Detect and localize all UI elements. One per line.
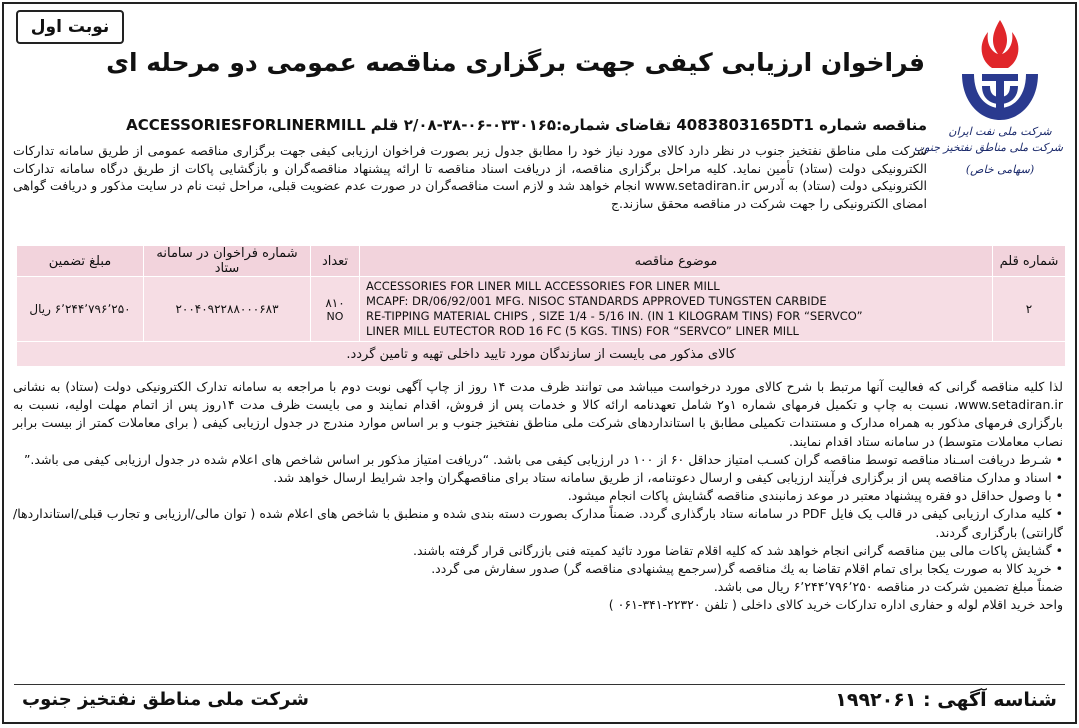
- subject-line: RE-TIPPING MATERIAL CHIPS , SIZE 1/4 - 5/16 IN. (IN 1 KILOGRAM TINS) FOR “SERVCO”: [366, 309, 863, 323]
- qty-unit: NO: [326, 309, 344, 323]
- guarantee-line: ضمناً مبلغ تضمین شرکت در مناقصه ۶٬۲۴۴٬۷۹۶٬۲۵۰ ریال می باشد.: [713, 579, 1063, 595]
- bullet-item: • اسناد و مدارک مناقصه پس از برگزاری فرآیند ارزیابی کیفی و ارسال دعوتنامه، از طریق سامانه ستاد برای مناقصهگران واجد شرایط ارسال خواهد شد.: [273, 470, 1063, 486]
- bullet-item: • گشایش پاکات مالی بین مناقصه گرانی انجام خواهد شد که کلیه اقلام تقاضا مورد تائید کمیته فنی بازرگانی قرار گرفته باشند.: [413, 542, 1063, 558]
- footer-bar: [14, 684, 1065, 719]
- body-text: [13, 378, 1063, 615]
- round-badge: نوبت اول: [16, 10, 124, 44]
- intro-paragraph: شرکت ملی مناطق نفتخیز جنوب در نظر دارد کالای مورد نیاز خود را مطابق جدول زیر بصورت فراخوان ارزیابی کیفی جهت برگزاری مناقصه عمومی از طریق سامانه تدارکات الکترونیکی دولت (ستاد) تأمین نماید. کلیه مراحل برگزاری مناقصه، از دریافت اسناد مناقصه تا ارائه پیشنهاد مناقصه‌گران و بازگشایی پاکات از طریق درگاه سامانه تدارکات الکترونیکی دولت (ستاد) به آدرس www.setadiran.ir انجام خواهد شد و لازم است مناقصه‌گران در صورت عدم عضویت قبلی، مراحل ثبت نام در سایت مذکور و دریافت گواهی امضای الکترونیکی را جهت شرکت در مناقصه محقق سازند.ج: [13, 143, 927, 211]
- table-header-row: [17, 246, 1066, 277]
- subject-line: ACCESSORIES FOR LINER MILL ACCESSORIES FOR LINER MILL: [366, 279, 720, 293]
- bullet-item: • شـرط دریافت اسـناد مناقصه توسط مناقصه گران کسـب امتیاز حداقل ۶۰ از ۱۰۰ در ارزیابی کیفی می باشد. “دریافت امتیاز مذکور بر اساس شاخص های اعلام شده در جدول ارزیابی کیفی می باشد.”: [23, 451, 1063, 467]
- footer-company: شرکت ملی مناطق نفتخیز جنوب: [22, 689, 309, 710]
- item-call-number: ۲۰۰۴۰۹۲۲۸۸۰۰۰۶۸۳: [144, 277, 311, 342]
- logo-line-3: (سهامی خاص): [965, 163, 1035, 176]
- subject-line: MCAPF: DR/06/92/001 MFG. NISOC STANDARDS APPROVED TUNGSTEN CARBIDE: [366, 294, 827, 308]
- logo-line-2: شرکت ملی مناطق نفتخیز جنوب: [913, 141, 1063, 154]
- advertisement-page: [2, 2, 1077, 724]
- flame-emblem-icon: [952, 18, 1048, 124]
- qty-value: ۸۱۰: [325, 295, 345, 310]
- table-note-row: [17, 342, 1066, 367]
- bullet-item: • خرید کالا به صورت یکجا برای تمام اقلام تقاضا به یك مناقصه گر(سرجمع پیشنهادی مناقصه گر) صدور سفارش می گردد.: [431, 561, 1063, 577]
- bullet-item: • کلیه مدارک ارزیابی کیفی در قالب یک فایل PDF در سامانه ستاد بارگذاری گردد. ضمناً مدارک بصورت دسته بندی شده و منطبق با شاخص های اعلام شده ( توان مالی/ارزیابی و تجارب قبلی/استانداردها/گارانتی) بارگزاری گردند.: [13, 506, 1063, 540]
- ad-id: شناسه آگهی : ۱۹۹۲۰۶۱: [835, 689, 1057, 711]
- page-title: فراخوان ارزیابی کیفی جهت برگزاری مناقصه عمومی دو مرحله ای: [106, 48, 925, 77]
- tender-number-line: مناقصه شماره 4083803165DT1 تقاضای شماره:۰۳۳۰۱۶۵-۰۶-۳۸-۲/۰۸ قلم ACCESSORIESFORLINERMILL: [126, 116, 927, 134]
- table-note: کالای مذکور می بایست از سازندگان مورد تایید داخلی تهیه و تامین گردد.: [17, 342, 1066, 367]
- company-logo: [913, 18, 1063, 218]
- item-qty: [311, 277, 360, 342]
- contact-line: واحد خرید اقلام لوله و حفاری اداره تدارکات خرید کالای داخلی ( تلفن ۲۲۳۲۰-۳۴۱-۰۶۱ ): [608, 597, 1063, 613]
- header-qty: تعداد: [311, 246, 360, 277]
- logo-line-1: شرکت ملی نفت ایران: [948, 125, 1052, 138]
- body-paragraph: لذا کلیه مناقصه گرانی که فعالیت آنها مرتبط با شرح کالای مورد درخواست میباشد می توانند ظرف مدت ۱۴ روز از چاپ آگهی نوبت دوم با مراجعه به سامانه تدارک الکترونیکی دولت (ستاد) به نشانی www.setadiran.ir، نسبت به چاپ و تکمیل فرمهای شماره ۱و۲ شامل تعهدنامه ارائه کالا و خدمات پس از فروش، اقدام نمایند و می بایست ظرف مدت ۱۴روز پس از اتمام مهلت اولیه، نسبت به بارگزاری فرمهای مذکور به همراه مدارک و مستندات تکمیلی مطابق با استانداردهای شرکت ملی مناطق نفتخیز جنوب و بر اساس موارد مندرج در جدول ارزیابی کیفی ( برای معاملات کمتر از بیست برابر نصاب معاملات متوسط) در سامانه ستاد اقدام نمایند.: [13, 379, 1063, 449]
- bullet-item: • با وصول حداقل دو فقره پیشنهاد معتبر در موعد زمانبندی مناقصه گشایش پاکات انجام میشود.: [567, 488, 1063, 504]
- header-guarantee: مبلغ تضمین: [17, 246, 144, 277]
- header-subject: موضوع مناقصه: [360, 246, 993, 277]
- item-number: ۲: [993, 277, 1066, 342]
- table-row: [17, 277, 1066, 342]
- item-guarantee: ۶٬۲۴۴٬۷۹۶٬۲۵۰ ریال: [17, 277, 144, 342]
- header-call-number: شماره فراخوان در سامانه ستاد: [144, 246, 311, 277]
- subject-line: LINER MILL EUTECTOR ROD 16 FC (5 KGS. TINS) FOR “SERVCO” LINER MILL: [366, 324, 799, 338]
- items-table: [16, 245, 1066, 367]
- header-item-no: شماره قلم: [993, 246, 1066, 277]
- item-subject: [360, 277, 993, 342]
